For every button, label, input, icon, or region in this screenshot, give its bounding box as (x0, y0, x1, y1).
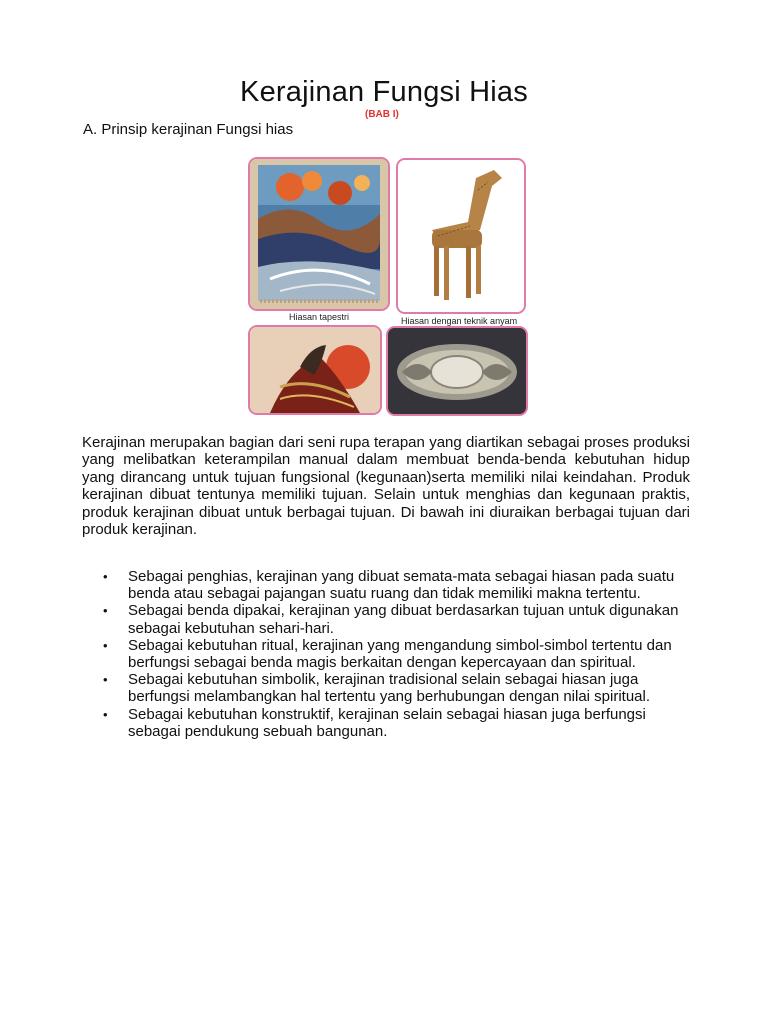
list-item-text: Sebagai kebutuhan konstruktif, kerajinan selain sebagai hiasan juga berfungsi sebagai pendukung sebuah bangunan. (128, 705, 646, 740)
bullet-marker: • (103, 672, 108, 688)
woven-giraffe-image (396, 158, 526, 314)
list-item (0, 602, 688, 636)
list-item (0, 706, 688, 740)
chapter-label: (BAB I) (365, 109, 399, 120)
giraffe-illustration (398, 160, 524, 312)
tapestry-image (248, 157, 390, 311)
tapestry-illustration (250, 159, 388, 309)
list-item-text: Sebagai benda dipakai, kerajinan yang dibuat berdasarkan tujuan untuk digunakan sebagai kebutuhan sehari-hari. (128, 602, 679, 637)
list-item-text: Sebagai kebutuhan ritual, kerajinan yang mengandung simbol-simbol tertentu dan berfungsi sebagai benda magis berkaitan dengan kepercayaan dan spiritual. (128, 636, 672, 672)
caption-woven: Hiasan dengan teknik anyam (401, 316, 518, 326)
ornament-image (386, 326, 528, 416)
purpose-list (0, 568, 768, 740)
list-item-text: Sebagai kebutuhan simbolik, kerajinan tradisional selain sebagai hiasan juga berfungsi melambangkan hal tertentu yang berhubungan dengan nilai spiritual. (128, 671, 651, 706)
section-heading: A. Prinsip kerajinan Fungsi hias (83, 121, 294, 138)
list-item (0, 637, 688, 671)
bullet-marker: • (103, 706, 108, 722)
page-title: Kerajinan Fungsi Hias (240, 76, 528, 108)
list-item (0, 671, 688, 705)
bullet-marker: • (103, 569, 108, 584)
painting-illustration (250, 327, 380, 413)
ornament-illustration (388, 328, 526, 414)
bullet-marker: • (103, 603, 108, 619)
list-item-text: Sebagai penghias, kerajinan yang dibuat semata-mata sebagai hiasan pada suatu benda atau sebagai pajangan suatu ruang dan tidak memiliki makna tertentu. (128, 568, 675, 603)
bullet-marker: • (103, 637, 108, 653)
list-item (0, 568, 688, 602)
caption-tapestry: Hiasan tapestri (289, 312, 350, 322)
intro-paragraph: Kerajinan merupakan bagian dari seni rupa terapan yang diartikan sebagai proses produksi yang melibatkan keterampilan manual dalam membuat benda-benda kebutuhan hidup yang dirancang untuk tujuan fungsional (kegunaan)serta memiliki nilai keindahan. Produk kerajinan dibuat tentunya memiliki tujuan. Selain untuk menghias dan kegunaan praktis, produk kerajinan dibuat untuk berbagai tujuan. Di bawah ini diuraikan berbagai tujuan dari produk kerajinan. (82, 434, 690, 539)
painting-image (248, 325, 382, 415)
